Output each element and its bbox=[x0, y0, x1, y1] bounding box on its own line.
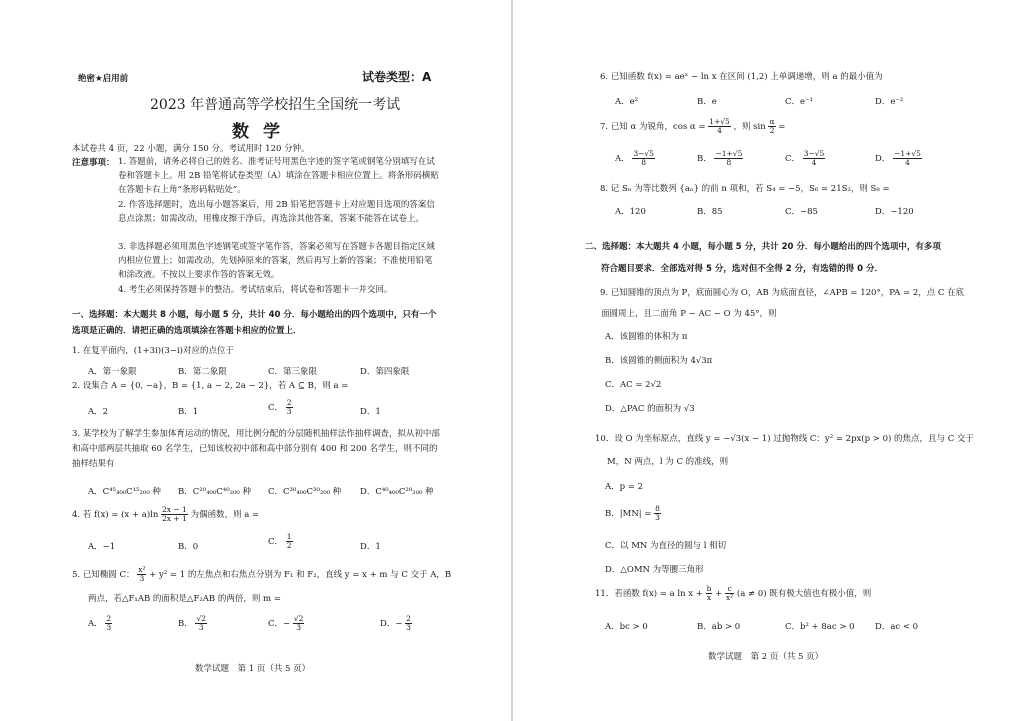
q10-b-fraction: $\frac{8}{3}$ bbox=[655, 504, 660, 522]
page-2-footer: 数学试题 第 2 页（共 5 页） bbox=[708, 652, 824, 662]
question-5-stem-line1: 5. 已知椭圆 C： $\frac{\text{x²}}{3}$ + y² = 1 的左焦点和右焦点分别为 F₁ 和 F₂，直线 y = x + m 与 C 交于 A，B bbox=[72, 565, 452, 583]
q5-option-c: C．− $\frac{√2}{3}$ bbox=[268, 614, 304, 632]
q4-option-c: C． $\frac{1}{2}$ bbox=[268, 532, 292, 550]
section-1-heading: 一、选择题：本大题共 8 小题，每小题 5 分，共计 40 分．每小题给出的四个选项中，只有一个选项是正确的．请把正确的选项填涂在答题卡相应的位置上． bbox=[72, 310, 437, 336]
question-10-stem-line2: M，N 两点，l 为 C 的准线，则 bbox=[607, 457, 729, 467]
q11-option-d: D．ac < 0 bbox=[875, 622, 919, 632]
q5-d-fraction: $\frac{2}{3}$ bbox=[406, 614, 411, 632]
q5-c-fraction: $\frac{√2}{3}$ bbox=[293, 614, 304, 632]
notice-2: 2. 作答选择题时，选出每小题答案后，用 2B 铅笔把答题卡上对应题目选项的答案信息点涂黑；如需改动，用橡皮擦干净后，再选涂其他答案，答案不能答在试卷上。 bbox=[118, 200, 435, 224]
q4-option-d: D．1 bbox=[360, 542, 381, 552]
question-7-stem: 7. 已知 α 为锐角，cos α = $\frac{1+√5}{4}$ ，则 sin $\frac{\alpha}{2}$ = bbox=[600, 117, 786, 135]
q5-option-d: D．− $\frac{2}{3}$ bbox=[380, 614, 411, 632]
q8-option-a: A．120 bbox=[615, 207, 646, 217]
exam-intro: 本试卷共 4 页，22 小题，满分 150 分。考试用时 120 分钟。 bbox=[72, 144, 310, 154]
question-9-stem-line1: 9. 已知圆锥的顶点为 P，底面圆心为 O，AB 为底面直径，∠APB = 120°，PA = 2，点 C 在底 bbox=[600, 288, 965, 298]
question-2-stem: 2. 设集合 A = {0, −a}，B = {1, a − 2, 2a − 2}，若 A ⊆ B，则 a = bbox=[72, 381, 349, 391]
q10-option-d: D．△OMN 为等腰三角形 bbox=[605, 565, 704, 575]
question-5-stem-line2: 两点，若△F₁AB 的面积是△F₂AB 的两倍，则 m = bbox=[88, 594, 281, 604]
question-4-stem: 4. 若 f(x) = (x + a)ln $\frac{2x - 1}{2x + 1}$ 为偶函数，则 a = bbox=[72, 505, 260, 523]
q4-option-a: A．−1 bbox=[88, 542, 116, 552]
q7-option-b: B． $\frac{-1+√5}{8}$ bbox=[697, 149, 743, 167]
q4-fraction: $\frac{2x - 1}{2x + 1}$ bbox=[162, 505, 187, 523]
q11-option-a: A．bc > 0 bbox=[605, 622, 648, 632]
notice-label: 注意事项： bbox=[72, 158, 115, 168]
subject-title: 数学 bbox=[232, 122, 294, 142]
q7-option-c: C． $\frac{3-√5}{4}$ bbox=[785, 149, 825, 167]
q3-option-d: D．C⁴⁰₄₀₀C²⁰₂₀₀ 种 bbox=[360, 487, 434, 497]
question-6-stem: 6. 已知函数 f(x) = aeˣ − ln x 在区间 (1,2) 上单调递增，则 a 的最小值为 bbox=[600, 72, 883, 82]
exam-title: 2023 年普通高等学校招生全国统一考试 bbox=[150, 97, 401, 113]
q2-option-b: B．1 bbox=[178, 407, 199, 417]
section-2-heading-line2: 符合题目要求．全部选对得 5 分，选对但不全得 2 分，有选错的得 0 分． bbox=[601, 264, 884, 274]
q10-option-c: C．以 MN 为直径的圆与 l 相切 bbox=[605, 541, 727, 551]
q1-option-d: D．第四象限 bbox=[360, 367, 410, 377]
q3-option-a: A．C⁴⁵₄₀₀C¹⁵₂₀₀ 种 bbox=[88, 487, 161, 497]
q9-option-b: B．该圆锥的侧面积为 4√3π bbox=[605, 356, 713, 366]
q2-c-fraction: $\frac{2}{3}$ bbox=[286, 398, 292, 416]
q7-a-fraction: $\frac{3-√5}{8}$ bbox=[633, 149, 654, 167]
q2-option-d: D．1 bbox=[360, 407, 381, 417]
question-10-stem-line1: 10．设 O 为坐标原点，直线 y = −√3(x − 1) 过抛物线 C：y² = 2px(p > 0) 的焦点，且与 C 交于 bbox=[595, 434, 974, 444]
q11-option-b: B．ab > 0 bbox=[697, 622, 741, 632]
q3-option-b: B．C²⁰₄₀₀C⁴⁰₂₀₀ 种 bbox=[178, 487, 252, 497]
question-9-stem-line2: 面圆周上，且二面角 P − AC − O 为 45°，则 bbox=[601, 309, 777, 319]
q5-option-a: A． $\frac{2}{3}$ bbox=[88, 614, 112, 632]
paper-type-label: 试卷类型：A bbox=[362, 70, 432, 84]
q4-option-b: B．0 bbox=[178, 542, 199, 552]
q2-option-a: A．2 bbox=[88, 407, 109, 417]
question-8-stem: 8. 记 Sₙ 为等比数列 {aₙ} 的前 n 项和，若 S₄ = −5，S₆ = 21S₂，则 S₈ = bbox=[600, 184, 890, 194]
q6-option-c: C．e⁻¹ bbox=[785, 97, 813, 107]
q10-option-b: B．|MN| = $\frac{8}{3}$ bbox=[605, 504, 660, 522]
question-1-stem: 1. 在复平面内，(1+3i)(3−i)对应的点位于 bbox=[72, 346, 234, 356]
q10-option-a: A．p = 2 bbox=[605, 482, 644, 492]
question-11-stem: 11．若函数 f(x) = a ln x + $\frac{b}{x}$ + $\frac{c}{\text{x²}}$ (a ≠ 0) 既有极大值也有极小值，则 bbox=[595, 584, 872, 602]
q6-option-a: A．e² bbox=[615, 97, 639, 107]
q9-option-d: D．△PAC 的面积为 √3 bbox=[605, 404, 695, 414]
q5-option-b: B． $\frac{√2}{3}$ bbox=[178, 614, 207, 632]
q5-a-fraction: $\frac{2}{3}$ bbox=[106, 614, 112, 632]
exam-page-2 bbox=[513, 0, 1024, 721]
q7-option-a: A． $\frac{3-√5}{8}$ bbox=[615, 149, 654, 167]
q7-b-fraction: $\frac{-1+√5}{8}$ bbox=[715, 149, 743, 167]
q9-option-a: A．该圆锥的体积为 π bbox=[605, 332, 688, 342]
q4-c-fraction: $\frac{1}{2}$ bbox=[286, 532, 292, 550]
q11-option-c: C．b² + 8ac > 0 bbox=[785, 622, 855, 632]
q5-fraction: $\frac{\text{x²}}{3}$ bbox=[138, 565, 146, 583]
q1-option-b: B．第二象限 bbox=[178, 367, 227, 377]
question-3-stem: 3. 某学校为了解学生参加体育运动的情况，用比例分配的分层随机抽样法作抽样调查，拟从初中部和高中部两层共抽取 60 名学生，已知该校初中部和高中部分别有 400 和 200 名学生，则不同的抽样结果有 bbox=[72, 429, 440, 469]
notice-1: 1. 答题前，请务必将自己的姓名、准考证号用黑色字迹的签字笔或钢笔分别填写在试卷和答题卡上。用 2B 铅笔将试卷类型（A）填涂在答题卡相应位置上。将条形码横贴在答题卡右上角“条形码粘贴处”。 bbox=[118, 157, 439, 195]
q11-c-over-x2: $\frac{c}{\text{x²}}$ bbox=[725, 584, 734, 602]
exam-page-1 bbox=[0, 0, 511, 721]
q6-option-b: B．e bbox=[697, 97, 717, 107]
q7-angle-fraction: $\frac{\alpha}{2}$ bbox=[769, 117, 775, 135]
q8-option-d: D．−120 bbox=[875, 207, 914, 217]
notice-4: 4. 考生必须保持答题卡的整洁。考试结束后，将试卷和答题卡一并交回。 bbox=[118, 285, 393, 295]
q7-c-fraction: $\frac{3-√5}{4}$ bbox=[803, 149, 825, 167]
q7-cos-fraction: $\frac{1+√5}{4}$ bbox=[709, 117, 730, 135]
q1-option-a: A．第一象限 bbox=[88, 367, 137, 377]
confidential-label: 绝密★启用前 bbox=[78, 74, 129, 84]
q8-option-b: B．85 bbox=[697, 207, 723, 217]
q5-b-fraction: $\frac{√2}{3}$ bbox=[196, 614, 207, 632]
q7-d-fraction: $\frac{-1+√5}{4}$ bbox=[894, 149, 921, 167]
q3-option-c: C．C³⁰₄₀₀C³⁰₂₀₀ 种 bbox=[268, 487, 342, 497]
q2-option-c: C． $\frac{2}{3}$ bbox=[268, 398, 292, 416]
section-2-heading-line1: 二、选择题：本大题共 4 小题，每小题 5 分，共计 20 分．每小题给出的四个选项中，有多项 bbox=[585, 242, 941, 252]
q7-option-d: D． $\frac{-1+√5}{4}$ bbox=[875, 149, 921, 167]
page-1-footer: 数学试题 第 1 页（共 5 页） bbox=[195, 664, 311, 674]
q9-option-c: C．AC = 2√2 bbox=[605, 380, 662, 390]
q8-option-c: C．−85 bbox=[785, 207, 818, 217]
q6-option-d: D．e⁻² bbox=[875, 97, 904, 107]
notice-3: 3. 非选择题必须用黑色字迹钢笔或签字笔作答，答案必须写在答题卡各题目指定区域内相应位置上；如需改动，先划掉原来的答案，然后再写上新的答案；不准使用铅笔和涂改液。不按以上要求作答的答案无效。 bbox=[118, 242, 435, 280]
q1-option-c: C．第三象限 bbox=[268, 367, 318, 377]
q11-b-over-x: $\frac{b}{x}$ bbox=[706, 584, 712, 602]
